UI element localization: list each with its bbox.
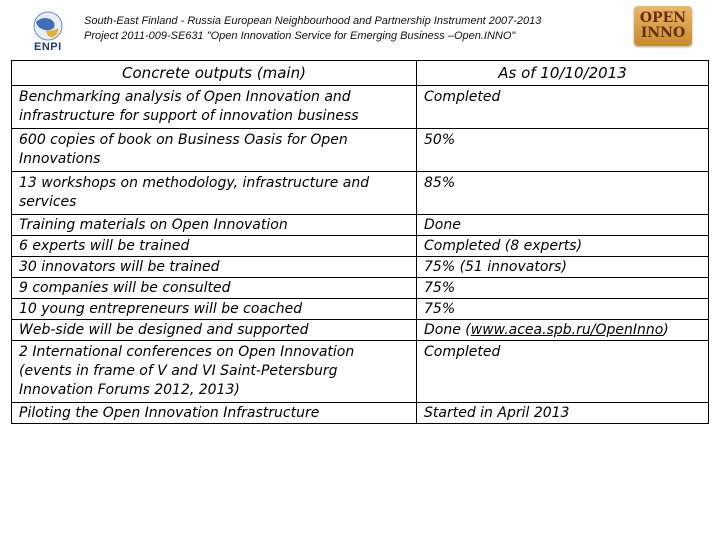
table-row — [12, 278, 709, 299]
status-suffix: ) — [663, 322, 669, 338]
status-prefix: Done ( — [424, 322, 471, 338]
column-header-outputs: Concrete outputs (main) — [12, 61, 417, 86]
open-inno-logo-line1: OPEN — [639, 10, 687, 26]
output-cell: 6 experts will be trained — [12, 236, 417, 257]
output-cell: 600 copies of book on Business Oasis for Open Innovations — [12, 129, 417, 172]
header-banner — [0, 0, 720, 58]
website-link[interactable]: www.acea.spb.ru/OpenInno — [470, 322, 664, 338]
output-cell: Benchmarking analysis of Open Innovation and infrastructure for support of innovation business — [12, 86, 417, 129]
output-cell: Piloting the Open Innovation Infrastructure — [12, 403, 417, 424]
status-cell — [417, 320, 709, 341]
table-row — [12, 257, 709, 278]
column-header-status: As of 10/10/2013 — [417, 61, 709, 86]
table-row — [12, 86, 709, 129]
status-cell: Completed (8 experts) — [417, 236, 709, 257]
header-line-1: South-East Finland - Russia European Neighbourhood and Partnership Instrument 2007-2013 — [84, 15, 542, 27]
table-row — [12, 215, 709, 236]
output-cell: 10 young entrepreneurs will be coached — [12, 299, 417, 320]
open-inno-logo-line2: INNO — [640, 25, 686, 41]
status-cell: 75% — [417, 299, 709, 320]
open-inno-logo — [634, 6, 692, 46]
output-cell: 13 workshops on methodology, infrastructure and services — [12, 172, 417, 215]
status-cell: 75% — [417, 278, 709, 299]
status-cell: Started in April 2013 — [417, 403, 709, 424]
status-cell: 75% (51 innovators) — [417, 257, 709, 278]
table-row — [12, 172, 709, 215]
status-cell: 85% — [417, 172, 709, 215]
table-row — [12, 320, 709, 341]
status-cell: Completed — [417, 86, 709, 129]
table-header-row — [12, 61, 709, 86]
output-cell: 9 companies will be consulted — [12, 278, 417, 299]
table-row — [12, 403, 709, 424]
status-cell: Done — [417, 215, 709, 236]
table-row — [12, 299, 709, 320]
status-cell: 50% — [417, 129, 709, 172]
header-text — [84, 14, 541, 44]
output-cell: 30 innovators will be trained — [12, 257, 417, 278]
outputs-table — [11, 60, 709, 424]
table-row — [12, 129, 709, 172]
output-cell: Training materials on Open Innovation — [12, 215, 417, 236]
table-row — [12, 236, 709, 257]
table-row — [12, 341, 709, 403]
enpi-logo-text: ENPI — [34, 41, 62, 53]
header-line-2: Project 2011-009-SE631 "Open Innovation Service for Emerging Business –Open.INNO" — [84, 30, 516, 42]
output-cell: 2 International conferences on Open Innovation (events in frame of V and VI Saint-Petersburg Innovation Forums 2012, 2013) — [12, 341, 417, 403]
output-cell: Web-side will be designed and supported — [12, 320, 417, 341]
status-cell: Completed — [417, 341, 709, 403]
